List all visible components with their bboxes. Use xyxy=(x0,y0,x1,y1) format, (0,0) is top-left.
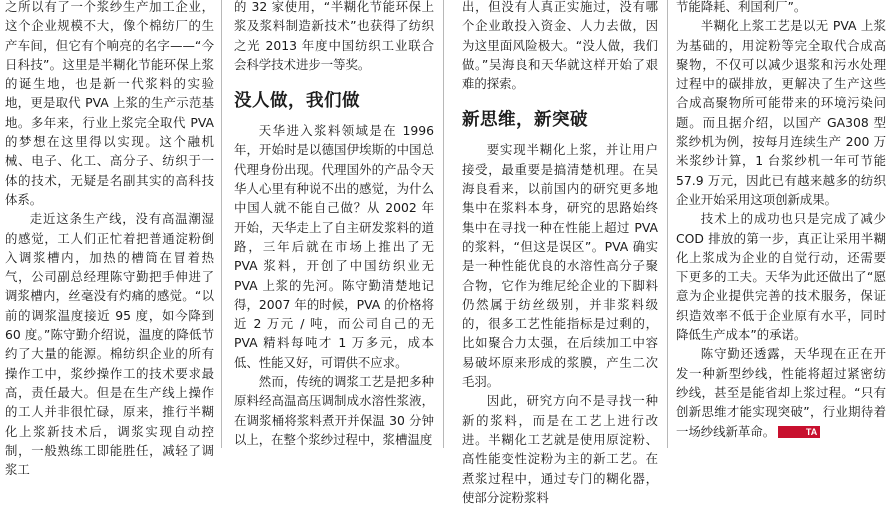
paragraph: 技术上的成功也只是完成了减少 COD 排放的第一步，真正让采用半糊化上浆成为企业的自觉行动，还需要下更多的工夫。天华为此还做出了“愿意为企业提供完善的技术服务，保证织造效率不低于企业原有水平，同时降低生产成本”的承诺。 xyxy=(676,211,886,343)
article-column-2 xyxy=(234,0,434,445)
paragraph: 的 32 家使用，“半糊化节能环保上浆及浆料制造新技术”也获得了纺织之光 2013 年度中国纺织工业联合会科学技术进步一等奖。 xyxy=(234,0,434,72)
paragraph: 半糊化上浆工艺是以无 PVA 上浆为基础的，用淀粉等完全取代合成高聚物，不仅可以减少退浆和污水处理过程中的碳排放，更解决了生产这些合成高聚物所可能带来的环境污染问题。而且据介绍，以国产 GA308 型浆纱机为例，按每月连续生产 200 万米浆纱计算，1 台浆纱机一年可节能 57.9 万元，因此已有越来越多的纺织企业开始采用这项创新成果。 xyxy=(676,18,886,207)
section-heading: 没人做，我们做 xyxy=(234,91,360,112)
paragraph: 之所以有了一个浆纱生产加工企业，这个企业规模不大，像个棉纺厂的生产车间，但它有个响亮的名字——“今日科技”。这里是半糊化节能环保上浆的诞生地，也是新一代浆料的实验地，更是取代 PVA 上浆的生产示范基地。多年来，行业上浆完全取代 PVA 的梦想在这里得以实现。这个融机械、电子、化工、高分子、纺织于一体的技术，无疑是名副其实的高科技体系。 xyxy=(5,0,214,207)
paragraph-text: 陈守勤还透露，天华现在正在开发一种新型纱线，性能将超过紧密纺纱线，甚至是能省却上浆过程。“只有创新思维才能实现突破”，行业期待着一场纱线新革命。 xyxy=(676,346,886,439)
column-divider-3 xyxy=(667,0,668,448)
article-end-mark: TA xyxy=(778,426,820,438)
article-column-4 xyxy=(676,0,886,445)
paragraph: 因此，研究方向不是寻找一种新的浆料，而是在工艺上进行改进。半糊化工艺就是使用原淀粉、高性能变性淀粉为主的新工艺。在煮浆过程中，通过专门的糊化器，使部分淀粉浆料 xyxy=(462,393,658,505)
paragraph: 要实现半糊化上浆，并让用户接受，最重要是搞清楚机理。在吴海良看来，以前国内的研究更多地集中在浆料本身，研究的思路始终集中在寻找一种在性能上超过 PVA 的浆料，“但这是误区”。PVA 确实是一种性能优良的水溶性高分子聚合物，它作为维尼纶企业的下脚料仍然属于纺丝级别，并非浆料级的，很多工艺性能指标是过剩的，比如聚合力太强，在后续加工中容易破坏原来形成的浆膜，产生二次毛羽。 xyxy=(462,142,658,390)
column-divider-1 xyxy=(221,0,222,448)
paragraph: 然而，传统的调浆工艺是把多种原料经高温高压调制成水溶性浆液，在调浆桶将浆料煮开并保温 30 分钟以上，在整个浆纱过程中，浆槽温度 xyxy=(234,374,434,447)
article-column-3 xyxy=(462,0,658,505)
paragraph: 天华进入浆料领域是在 1996 年，开始时是以德国伊埃斯的中国总代理身份出现。代理国外的产品令天华人心里有种说不出的感觉，为什么中国人就不能自己做？从 2002 年开始，天华走上了自主研发浆料的道路，三年后就在市场上推出了无 PVA 浆料，开创了中国纺织业无 PVA 上浆的先河。陈守勤清楚地记得，2007 年的时候，PVA 的价格将近 2 万元 / 吨，而公司自己的无 PVA 精料每吨才 1 万多元，成本低、性能又好，可谓供不应求。 xyxy=(234,123,434,370)
paragraph: 出，但没有人真正实施过，没有哪个企业敢投入资金、人力去做，因为这里面风险极大。“没人做，我们做。”吴海良和天华就这样开始了艰难的探索。 xyxy=(462,0,658,92)
article-column-1 xyxy=(5,0,214,478)
column-divider-2 xyxy=(443,0,444,448)
paragraph: 节能降耗、利国利厂”。 xyxy=(676,0,807,14)
section-heading: 新思维，新突破 xyxy=(462,110,588,131)
paragraph xyxy=(676,344,886,440)
paragraph: 走近这条生产线，没有高温潮湿的感觉，工人们正忙着把普通淀粉倒入调浆槽内，加热的槽筒在冒着热气，公司副总经理陈守勤把手伸进了调浆槽内，丝毫没有灼痛的感觉。“以前的调浆温度接近 95 度，如今降到 60 度。”陈守勤介绍说，温度的降低节约了大量的能源。棉纺织企业的所有操作工中，浆纱操作工的技术要求最高，责任最大。但是在生产线上操作的工人并非很忙碌，原来，推行半糊化上浆新技术后，调浆实现自动控制，一般熟练工即能胜任，减轻了调浆工 xyxy=(5,211,214,478)
